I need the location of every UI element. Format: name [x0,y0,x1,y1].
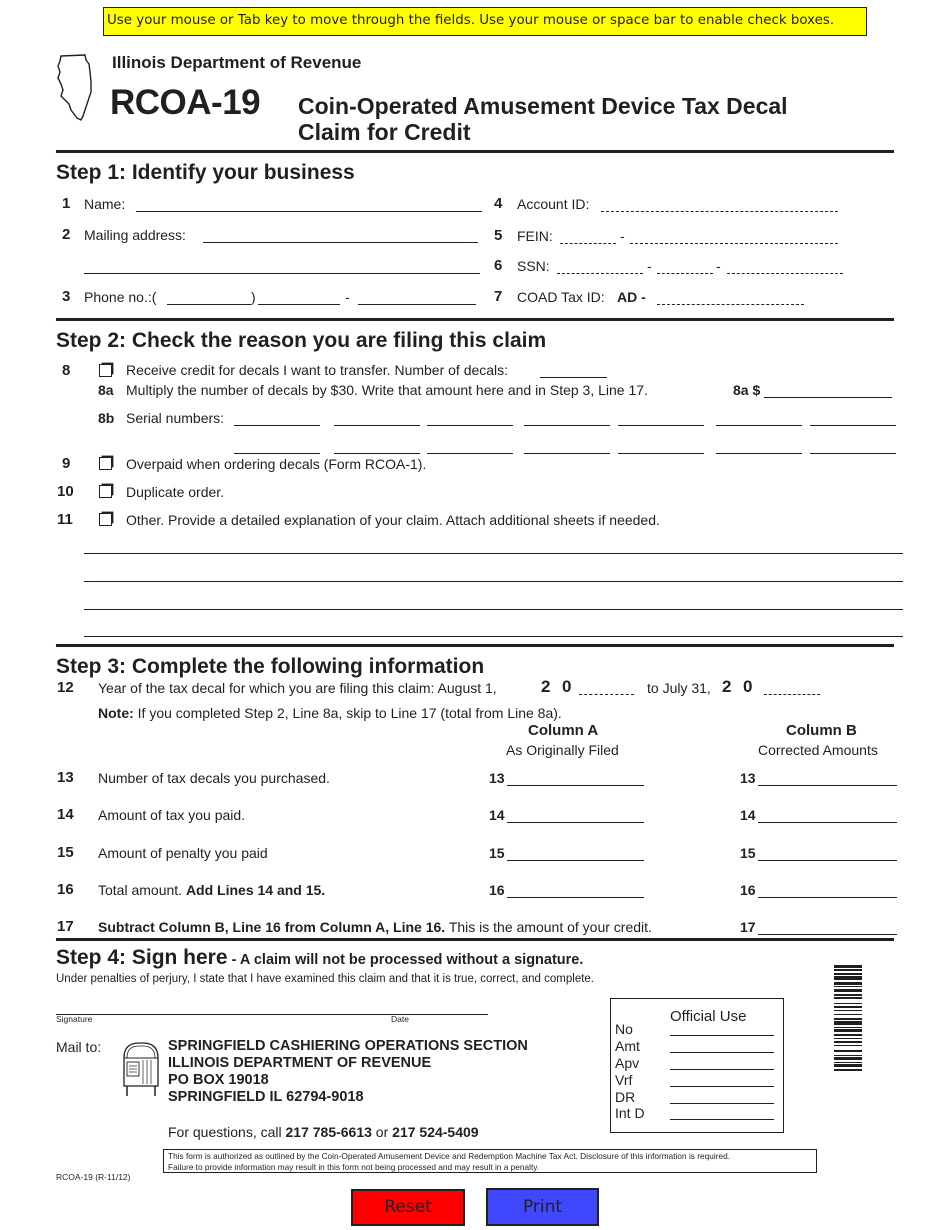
serial-number-field[interactable] [810,425,896,426]
ssn-dash: - [647,258,652,274]
serial-number-field[interactable] [427,425,513,426]
mailing-address-field-2[interactable] [84,273,480,274]
year-start-digit: 0 [562,677,572,696]
column-a-line15-field[interactable] [507,860,644,861]
serial-number-field[interactable] [334,425,420,426]
line11-text: Other. Provide a detailed explanation of your claim. Attach additional sheets if needed. [126,512,660,528]
line-number: 13 [57,769,74,786]
name-field[interactable] [136,211,482,212]
year-end-digit: 0 [743,677,753,696]
signature-field[interactable] [56,1014,488,1015]
phone-number-field[interactable] [358,304,476,305]
barcode-bar [834,1045,862,1046]
column-a-line13-field[interactable] [507,785,644,786]
official-use-line [670,1069,774,1070]
official-use-line [670,1103,774,1104]
ssn-group-field[interactable] [657,273,713,274]
mailing-address-field[interactable] [203,242,478,243]
or-text: or [371,1124,393,1140]
line15-text: Amount of penalty you paid [98,845,268,861]
mailing-address-line: SPRINGFIELD IL 62794-9018 [168,1089,364,1105]
official-use-label: No [615,1021,633,1037]
mailing-address-line: PO BOX 19018 [168,1072,269,1088]
account-id-field[interactable] [601,211,838,212]
line-number: 8 [62,362,71,379]
mail-to-label: Mail to: [56,1039,102,1055]
line-number: 11 [57,511,73,528]
disclosure-box [163,1149,817,1173]
barcode-bar [834,1055,862,1056]
form-id: RCOA-19 [110,83,261,122]
line-number: 5 [494,227,503,244]
phone-dash: - [345,289,350,305]
serial-number-field[interactable] [234,453,320,454]
explanation-line[interactable] [84,609,903,610]
step1-heading: Step 1: Identify your business [56,161,355,184]
official-use-label: DR [615,1089,636,1105]
mailing-address-line: ILLINOIS DEPARTMENT OF REVENUE [168,1055,432,1071]
line14-text: Amount of tax you paid. [98,807,246,823]
line17-label: This is the amount of your credit. [445,919,652,935]
fein-number-field[interactable] [630,243,838,244]
serial-numbers-label: Serial numbers: [126,410,225,426]
explanation-line[interactable] [84,553,903,554]
official-use-title: Official Use [670,1008,747,1025]
year-start-digit: 2 [541,677,551,696]
line8a-amount-field[interactable] [764,397,892,398]
to-july-text: to July 31, [647,680,711,696]
questions-line [168,1124,479,1140]
barcode-bar [834,1010,862,1011]
official-use-line [670,1086,774,1087]
barcode-bar [834,1034,862,1037]
column-b-line15-field[interactable] [758,860,897,861]
column-b-line-number: 16 [740,882,756,898]
line-number: 3 [62,288,71,305]
official-use-box [610,998,784,1133]
line-number: 6 [494,257,503,274]
line8a-text: Multiply the number of decals by $30. Write that amount here and in Step 3, Line 17. [126,382,648,398]
line12-text: Year of the tax decal for which you are filing this claim: August 1, [98,680,497,696]
line8-text: Receive credit for decals I want to transfer. Number of decals: [126,362,509,378]
fein-dash: - [620,228,625,244]
line16-label: Total amount. [98,882,186,898]
official-use-label: Int D [615,1105,645,1121]
column-a-line-number: 15 [489,845,505,861]
column-b-subtitle: Corrected Amounts [758,742,878,758]
column-b-line13-field[interactable] [758,785,897,786]
phone-prefix-field[interactable] [258,304,340,305]
form-title-line2: Claim for Credit [298,119,471,145]
barcode-bar [834,1021,862,1025]
department-name: Illinois Department of Revenue [112,53,362,72]
column-b-title: Column B [786,722,857,739]
column-a-title: Column A [528,722,599,739]
mailing-address-label: Mailing address: [84,227,186,243]
serial-number-field[interactable] [716,425,802,426]
line-number: 12 [57,679,74,696]
step2-heading: Step 2: Check the reason you are filing this claim [56,329,547,352]
barcode-bar [834,965,862,968]
fein-prefix-field[interactable] [560,243,616,244]
barcode-bar [834,997,862,998]
divider [56,938,894,941]
print-button[interactable]: Print [486,1188,599,1226]
form-title-line1: Coin-Operated Amusement Device Tax Decal [298,93,788,119]
phone-label: Phone no.:( [84,289,157,305]
column-a-subtitle: As Originally Filed [506,742,619,758]
duplicate-order-checkbox[interactable] [99,485,112,498]
year-end-digit: 2 [722,677,732,696]
illinois-map-icon [55,52,97,122]
ssn-label: SSN: [517,258,550,274]
column-b-line16-field[interactable] [758,897,897,898]
serial-number-field[interactable] [524,453,610,454]
line16-text [98,882,325,898]
barcode-bar [834,986,862,987]
ssn-serial-field[interactable] [727,273,843,274]
account-id-label: Account ID: [517,196,590,212]
barcode-bar [834,1003,862,1004]
serial-number-field[interactable] [810,453,896,454]
line-number: 9 [62,455,71,472]
column-a-line-number: 14 [489,807,505,823]
barcode-bar [834,994,862,995]
line-number: 1 [62,195,71,212]
phone-paren: ) [251,289,256,305]
questions-text: For questions, call [168,1124,286,1140]
overpaid-checkbox[interactable] [99,457,112,470]
step4-note: - A claim will not be processed without a signature. [227,952,584,968]
barcode-bar [834,1029,862,1032]
line8a-field-label: 8a $ [733,382,761,398]
barcode-bar [834,1014,862,1015]
barcode-bar [834,1006,862,1009]
coad-tax-id-field[interactable] [657,304,804,305]
explanation-line[interactable] [84,636,903,637]
line-number: 10 [57,483,74,500]
official-use-line [670,1035,774,1036]
line-number: 15 [57,844,74,861]
official-use-label: Vrf [615,1072,633,1088]
serial-number-field[interactable] [716,453,802,454]
barcode-bar [834,1069,862,1072]
phone-number: 217 785-6613 [285,1124,372,1140]
line10-text: Duplicate order. [126,484,225,500]
line-number: 4 [494,195,503,212]
barcode [834,965,862,1121]
form-revision: RCOA-19 (R-11/12) [56,1172,131,1182]
divider [56,644,894,647]
phone-number: 217 524-5409 [392,1124,479,1140]
explanation-line[interactable] [84,581,903,582]
fein-label: FEIN: [517,228,553,244]
barcode-bar [834,976,862,980]
coad-prefix: AD - [617,289,646,305]
instruction-banner [103,7,867,36]
mailbox-icon [121,1040,161,1098]
mailing-address-line: SPRINGFIELD CASHIERING OPERATIONS SECTION [168,1038,528,1054]
column-b-line14-field[interactable] [758,822,897,823]
coad-tax-id-label: COAD Tax ID: [517,289,605,305]
year-end-field[interactable] [764,694,820,695]
barcode-bar [834,1064,862,1067]
barcode-bar [834,1057,862,1060]
divider [56,150,894,153]
column-b-line-number: 13 [740,770,756,786]
line17-instruction: Subtract Column B, Line 16 from Column A, Line 16. [98,919,446,935]
divider [56,318,894,321]
ssn-area-field[interactable] [557,273,643,274]
line-number: 16 [57,881,74,898]
step4-heading [56,946,583,970]
line-number: 2 [62,226,71,243]
barcode-bar [834,1050,862,1051]
official-use-label: Amt [615,1038,640,1054]
line17-number: 17 [740,919,756,935]
barcode-bar [834,1027,862,1028]
serial-number-field[interactable] [524,425,610,426]
note-text: If you completed Step 2, Line 8a, skip to Line 17 (total from Line 8a). [133,705,562,721]
column-a-line-number: 16 [489,882,505,898]
other-reason-checkbox[interactable] [99,513,112,526]
barcode-bar [834,1018,862,1019]
number-of-decals-field[interactable] [540,377,607,378]
barcode-bar [834,989,862,992]
note [98,705,562,721]
year-start-field[interactable] [579,694,634,695]
column-a-line14-field[interactable] [507,822,644,823]
transfer-decals-checkbox[interactable] [99,364,112,377]
official-use-line [670,1119,774,1120]
barcode-bar [834,1041,862,1044]
barcode-bar [834,1038,862,1039]
line17-text [98,919,652,935]
line-number: 17 [57,918,74,935]
perjury-statement: Under penalties of perjury, I state that I have examined this claim and that it is true, correct, and complete. [56,973,595,985]
serial-number-field[interactable] [427,453,513,454]
line16-instruction: Add Lines 14 and 15. [185,882,326,898]
serial-number-field[interactable] [334,453,420,454]
name-label: Name: [84,196,126,212]
barcode-bar [834,973,862,974]
line-number: 8a [98,382,114,398]
barcode-bar [834,982,862,985]
disclosure-line: This form is authorized as outlined by the Coin-Operated Amusement Device and Redemption Machine Tax Act. Disclosure of this information is required. [168,1151,731,1161]
line-number: 8b [98,410,115,426]
ssn-dash: - [716,258,721,274]
column-b-line-number: 14 [740,807,756,823]
column-b-line-number: 15 [740,845,756,861]
step3-heading: Step 3: Complete the following information [56,655,485,678]
line13-text: Number of tax decals you purchased. [98,770,330,786]
line-number: 14 [57,806,74,823]
line-number: 7 [494,288,503,305]
date-label: Date [391,1014,409,1024]
column-a-line16-field[interactable] [507,897,644,898]
phone-area-code-field[interactable] [167,304,251,305]
disclosure-line: Failure to provide information may result in this form not being processed and may result in a penalty. [168,1161,540,1172]
column-a-line-number: 13 [489,770,505,786]
line9-text: Overpaid when ordering decals (Form RCOA-1). [126,456,427,472]
step4-title: Step 4: Sign here [56,946,228,969]
credit-amount-field[interactable] [758,934,897,935]
official-use-label: Apv [615,1055,640,1071]
barcode-bar [834,969,862,970]
serial-number-field[interactable] [618,425,704,426]
instruction-text: Use your mouse or Tab key to move through the fields. Use your mouse or space bar to enable check boxes. [107,13,835,28]
note-label: Note: [98,705,134,721]
official-use-line [670,1052,774,1053]
serial-number-field[interactable] [618,453,704,454]
signature-label: Signature [56,1014,93,1024]
serial-number-field[interactable] [234,425,320,426]
reset-button[interactable]: Reset [351,1189,465,1226]
barcode-bar [834,1062,862,1063]
